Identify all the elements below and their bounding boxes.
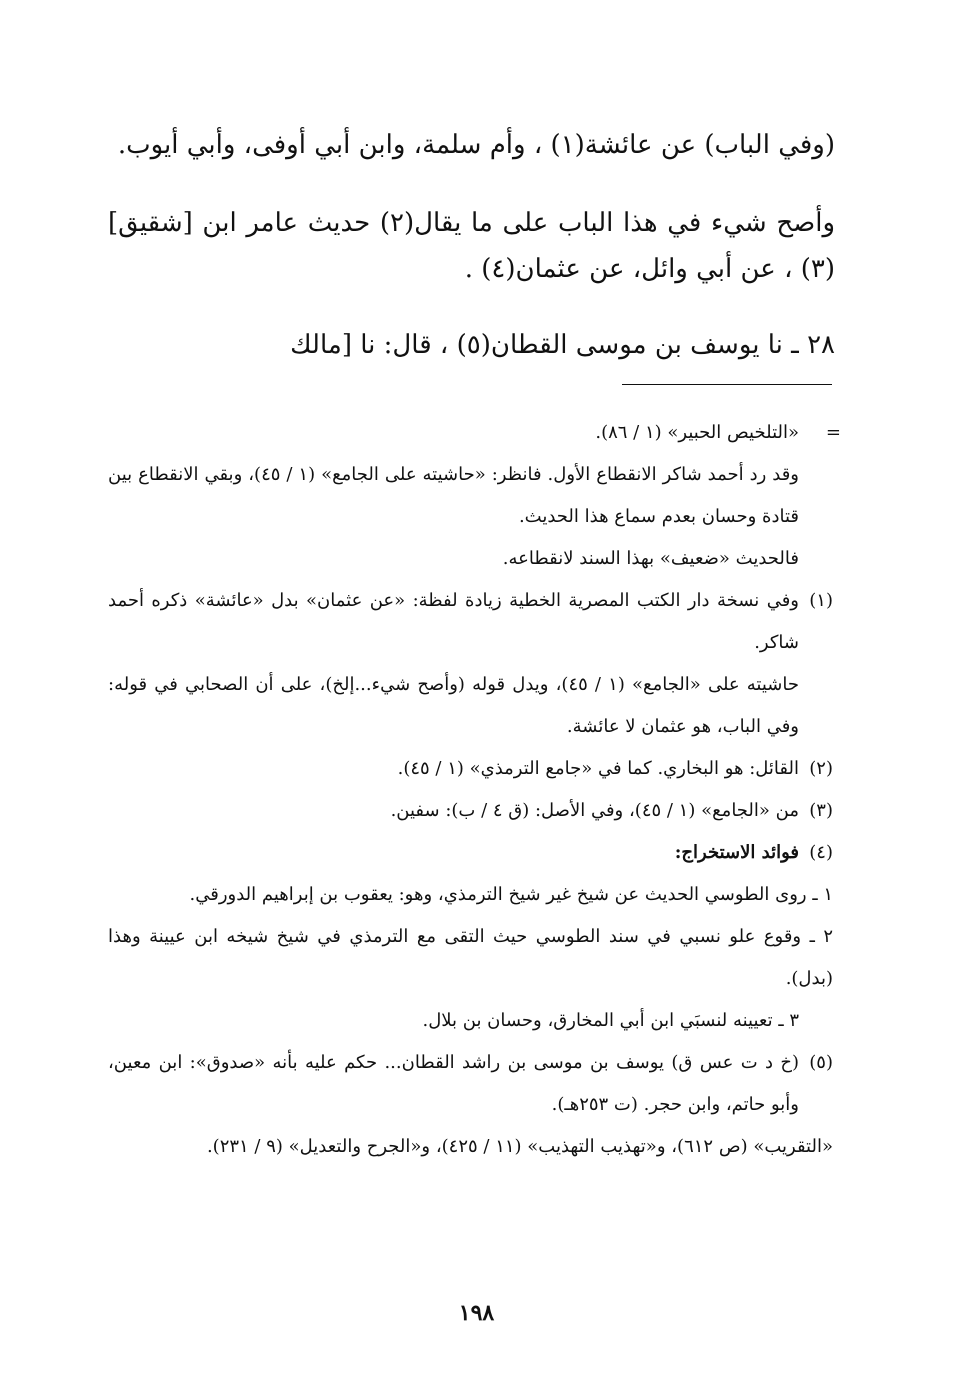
paragraph-text: وأصح شيء في هذا الباب على ما يقال(٢) حديث عامر ابن [شقيق](٣) ، عن أبي وائل، عن عثمان(٤) . <box>108 208 835 284</box>
footnote-1 <box>108 580 833 664</box>
footnote-separator <box>622 384 832 385</box>
main-text-paragraph-3 <box>108 322 835 368</box>
footnote-continuation-line: وقد رد أحمد شاكر الانقطاع الأول. فانظر: «حاشيته على الجامع» (١ / ٤٥)، وبقي الانقطاع بين قتادة وحسان بعدم سماع هذا الحديث. <box>108 464 799 527</box>
footnote-number: (١) <box>809 590 833 611</box>
footnote-2 <box>108 748 833 790</box>
page-number: ١٩٨ <box>458 1300 495 1326</box>
paragraph-text: (وفي الباب) عن عائشة(١) ، وأم سلمة، وابن أبي أوفى، وأبي أيوب. <box>117 130 835 160</box>
footnote-1-line: حاشيته على «الجامع» (١ / ٤٥)، ويدل قوله (وأصح شيء...إلخ)، على أن الصحابي في قوله: وفي الباب، هو عثمان لا عائشة. <box>108 674 799 737</box>
footnote-4-item: ٣ ـ تعيينه لنسبَي ابن أبي المخارق، وحسان بن بلال. <box>422 1010 799 1031</box>
footnotes-section <box>108 412 841 1168</box>
footnote-text: من «الجامع» (١ / ٤٥)، وفي الأصل: (ق ٤ / ب): سفين. <box>390 800 799 821</box>
main-text-paragraph-1 <box>108 122 835 168</box>
footnote-number: (٤) <box>809 842 833 863</box>
footnote-number: (٥) <box>809 1052 833 1073</box>
footnote-4-item: ١ ـ روى الطوسي الحديث عن شيخ غير شيخ الترمذي، وهو: يعقوب بن إبراهيم الدورقي. <box>189 884 833 905</box>
footnote-number: (٣) <box>809 800 833 821</box>
footnote-text: وفي نسخة دار الكتب المصرية الخطية زيادة لفظة: «عن عثمان» بدل «عائشة» ذكره أحمد شاكر. <box>108 590 799 653</box>
footnote-continuation-line: فالحديث «ضعيف» بهذا السند لانقطاعه. <box>502 548 799 569</box>
paragraph-text: ٢٨ ـ نا يوسف بن موسى القطان(٥) ، قال: نا [مالك <box>290 330 835 360</box>
footnote-continuation-line <box>108 412 841 454</box>
footnote-5-line: «التقريب» (ص ٦١٢)، و«تهذيب التهذيب» (١١ / ٤٢٥)، و«الجرح والتعديل» (٩ / ٢٣١). <box>206 1136 833 1157</box>
footnote-4-item: ٢ ـ وقوع علو نسبي في سند الطوسي حيث التقى مع الترمذي في شيخ شيخه ابن عيينة وهذا (بدل). <box>108 926 833 989</box>
footnote-heading: فوائد الاستخراج: <box>674 842 799 863</box>
footnote-text: «التلخيص الحبير» (١ / ٨٦). <box>595 422 799 443</box>
footnote-number: (٢) <box>809 758 833 779</box>
footnote-4 <box>108 832 833 874</box>
footnote-text: القائل: هو البخاري. كما في «جامع الترمذي» (١ / ٤٥). <box>397 758 799 779</box>
main-text-paragraph-2 <box>108 200 835 292</box>
footnote-5 <box>108 1042 833 1126</box>
footnote-3 <box>108 790 833 832</box>
footnote-text: (خ د ت عس ق) يوسف بن موسى بن راشد القطان... حكم عليه بأنه «صدوق»: ابن معين، وأبو حاتم، وابن حجر. (ت ٢٥٣هـ). <box>108 1052 799 1115</box>
continuation-mark: = <box>825 422 841 443</box>
